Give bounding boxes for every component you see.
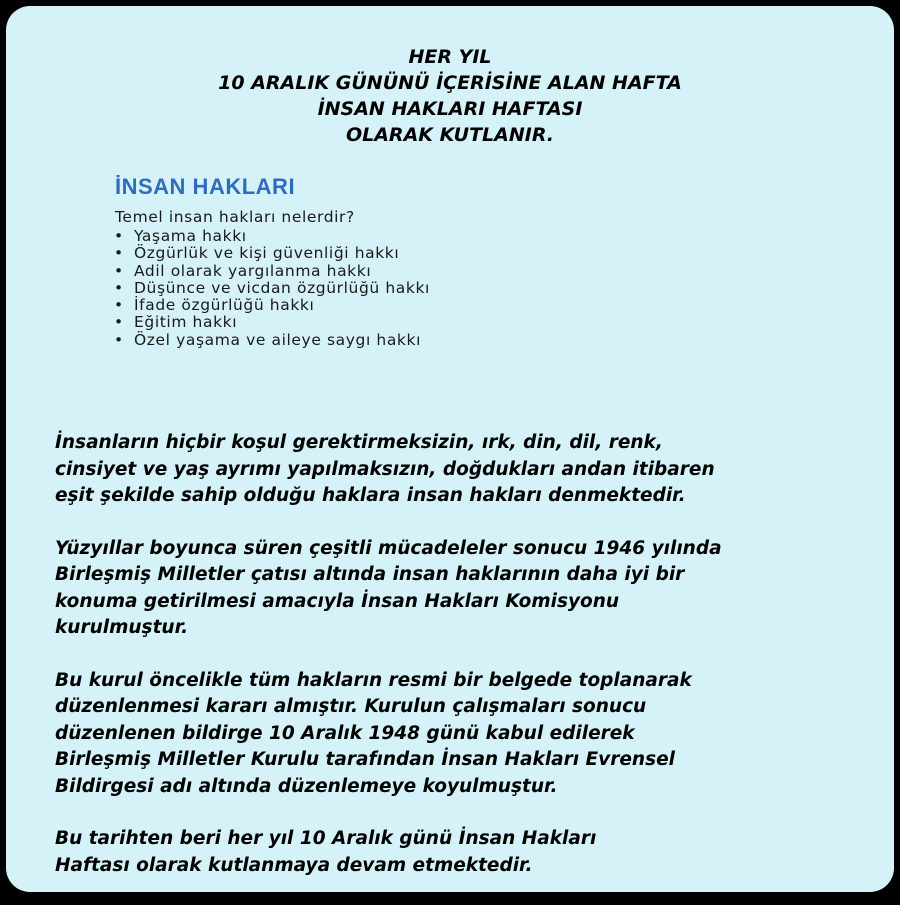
list-item — [114, 263, 430, 280]
paragraph-line: Yüzyıllar boyunca süren çeşitli mücadeleler sonucu 1946 yılında — [55, 537, 722, 559]
list-item — [114, 280, 430, 297]
paragraph-line: Haftası olarak kutlanmaya devam etmektedir. — [55, 854, 533, 876]
bullet-icon: • — [114, 261, 124, 280]
rights-section-title: İNSAN HAKLARI — [115, 174, 296, 199]
poster-card — [6, 6, 894, 892]
bullet-icon: • — [114, 313, 124, 332]
list-item — [114, 332, 430, 349]
bullet-icon: • — [114, 244, 124, 263]
list-item — [114, 314, 430, 331]
list-item-label: Özgürlük ve kişi güvenliği hakkı — [134, 244, 400, 263]
rights-list — [114, 228, 430, 349]
paragraph-line: düzenlenen bildirge 10 Aralık 1948 günü kabul edilerek — [55, 722, 635, 744]
list-item — [114, 245, 430, 262]
bullet-icon: • — [114, 296, 124, 315]
body-text — [55, 404, 875, 905]
list-item — [114, 228, 430, 245]
bullet-icon: • — [114, 278, 124, 297]
poster-header — [6, 44, 894, 148]
bullet-icon: • — [114, 227, 124, 245]
header-line: OLARAK KUTLANIR. — [345, 124, 555, 146]
bullet-icon: • — [114, 330, 124, 349]
list-item-label: Düşünce ve vicdan özgürlüğü hakkı — [134, 278, 430, 297]
list-item-label: Adil olarak yargılanma hakkı — [134, 261, 372, 280]
list-item-label: Eğitim hakkı — [134, 313, 238, 332]
paragraph-line: düzenlenmesi kararı almıştır. Kurulun çalışmaları sonucu — [55, 696, 647, 717]
paragraph-line: konuma getirilmesi amacıyla İnsan Hakları Komisyonu — [55, 590, 620, 612]
header-line: İNSAN HAKLARI HAFTASI — [317, 98, 583, 120]
paragraph-line: Birleşmiş Milletler Kurulu tarafından İnsan Hakları Evrensel — [55, 749, 675, 770]
list-item — [114, 297, 430, 314]
paragraph-line: eşit şekilde sahip olduğu haklara insan hakları denmektedir. — [55, 485, 686, 506]
list-item-label: Yaşama hakkı — [134, 227, 247, 245]
paragraph-line: Bu tarihten beri her yıl 10 Aralık günü İnsan Hakları — [55, 828, 597, 849]
paragraph-line: Bildirgesi adı altında düzenlemeye koyulmuştur. — [55, 775, 558, 797]
paragraph-line: İnsanların hiçbir koşul gerektirmeksizin, ırk, din, dil, renk, — [55, 432, 663, 453]
header-line: HER YIL — [408, 46, 492, 68]
rights-intro-question: Temel insan hakları nelerdir? — [115, 208, 355, 226]
header-line: 10 ARALIK GÜNÜNÜ İÇERİSİNE ALAN HAFTA — [218, 72, 682, 94]
paragraph-line: cinsiyet ve yaş ayrımı yapılmaksızın, doğdukları andan itibaren — [55, 458, 715, 480]
list-item-label: Özel yaşama ve aileye saygı hakkı — [134, 330, 421, 349]
paragraph-line: Birleşmiş Milletler çatısı altında insan haklarının daha iyi bir — [55, 564, 685, 585]
paragraph-line: kurulmuştur. — [55, 617, 189, 638]
paragraph-line: Bu kurul öncelikle tüm hakların resmi bir belgede toplanarak — [55, 669, 692, 691]
list-item-label: İfade özgürlüğü hakkı — [134, 296, 315, 315]
